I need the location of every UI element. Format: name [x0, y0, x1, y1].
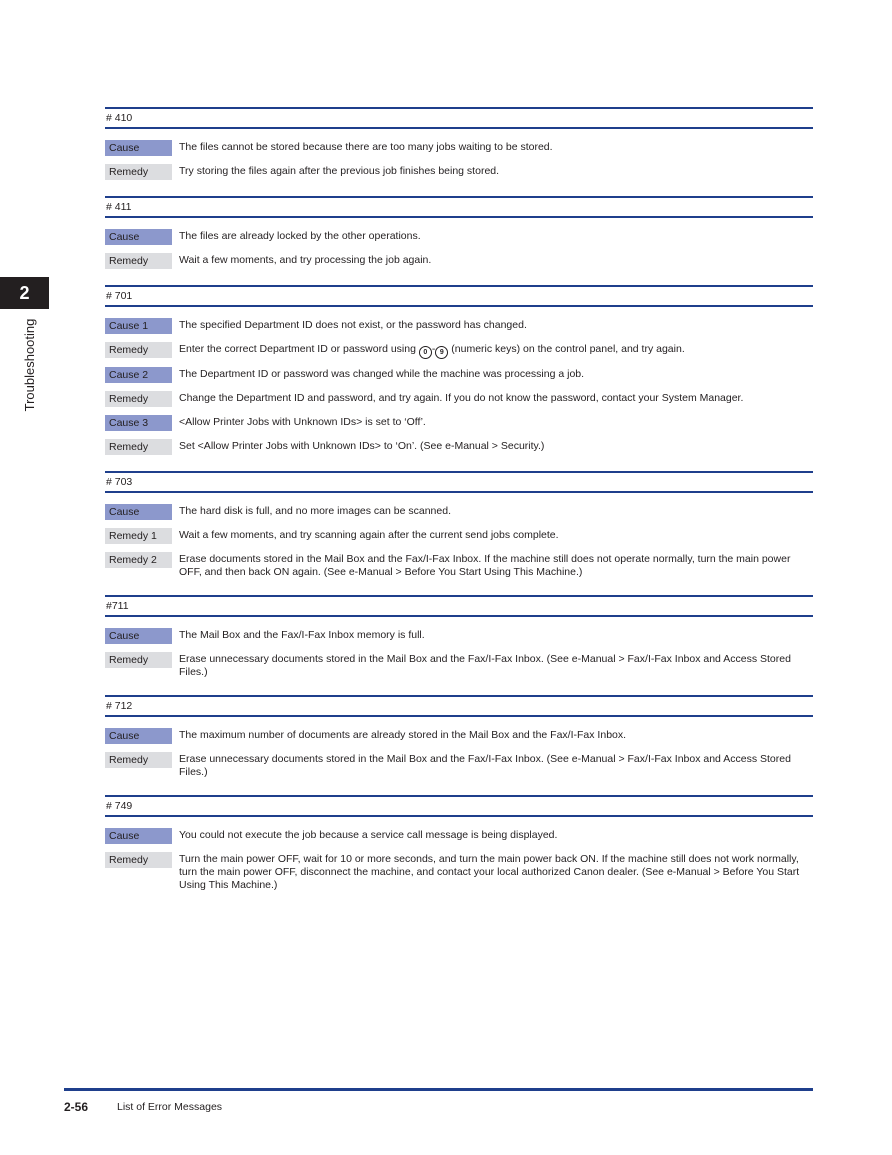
chapter-tab: 2 — [0, 277, 49, 309]
page-number: 2-56 — [64, 1100, 89, 1114]
cause-label: Cause — [105, 828, 172, 844]
cause-label: Cause — [105, 140, 172, 156]
error-section — [105, 285, 813, 455]
cause-text: The Department ID or password was changed while the machine was processing a job. — [179, 368, 585, 380]
remedy-text: Wait a few moments, and try processing the job again. — [179, 254, 432, 266]
remedy-label: Remedy — [105, 391, 172, 407]
remedy-text: Erase unnecessary documents stored in the Mail Box and the Fax/I-Fax Inbox. (See e-Manual > Fax/I-Fax Inbox and Access Stored Files.) — [179, 653, 791, 678]
error-row — [105, 164, 813, 180]
cause-text: The maximum number of documents are already stored in the Mail Box and the Fax/I-Fax Inbox. — [179, 729, 627, 741]
error-section — [105, 107, 813, 180]
cause-text: You could not execute the job because a service call message is being displayed. — [179, 829, 558, 841]
error-row — [105, 728, 813, 744]
cause-label: Cause — [105, 728, 172, 744]
error-row — [105, 342, 813, 359]
error-row — [105, 229, 813, 245]
remedy-text-start: Enter the correct Department ID or password using — [179, 343, 419, 355]
remedy-label: Remedy — [105, 752, 172, 768]
cause-label: Cause — [105, 628, 172, 644]
error-row — [105, 504, 813, 520]
remedy-label: Remedy — [105, 652, 172, 668]
cause-label: Cause 2 — [105, 367, 172, 383]
footer-rule — [64, 1088, 813, 1091]
cause-text: The specified Department ID does not exist, or the password has changed. — [179, 319, 527, 331]
error-row — [105, 828, 813, 844]
key-range-separator: - — [431, 343, 436, 355]
remedy-label: Remedy — [105, 342, 172, 358]
numeric-key-0-icon: 0 — [419, 346, 432, 359]
cause-label: Cause 3 — [105, 415, 172, 431]
error-row — [105, 628, 813, 644]
remedy-label: Remedy 1 — [105, 528, 172, 544]
cause-text: The hard disk is full, and no more images can be scanned. — [179, 505, 451, 517]
error-section — [105, 471, 813, 579]
error-code-heading: # 703 — [105, 471, 813, 493]
cause-text: The files cannot be stored because there are too many jobs waiting to be stored. — [179, 141, 553, 153]
error-code-heading: # 749 — [105, 795, 813, 817]
error-row — [105, 652, 813, 679]
remedy-text: Erase unnecessary documents stored in the Mail Box and the Fax/I-Fax Inbox. (See e-Manual > Fax/I-Fax Inbox and Access Stored Files.) — [179, 753, 791, 778]
error-row — [105, 140, 813, 156]
cause-label: Cause — [105, 504, 172, 520]
error-row — [105, 318, 813, 334]
footer-title: List of Error Messages — [117, 1101, 223, 1113]
remedy-text: Erase documents stored in the Mail Box and the Fax/I-Fax Inbox. If the machine still does not operate normally, turn the main power OFF, and then back ON again. (See e-Manual > Before You Start Using This Machine.) — [179, 553, 791, 578]
error-row — [105, 253, 813, 269]
remedy-label: Remedy — [105, 253, 172, 269]
error-row — [105, 552, 813, 579]
remedy-text: Set <Allow Printer Jobs with Unknown IDs> to ‘On’. (See e-Manual > Security.) — [179, 440, 545, 452]
error-row — [105, 391, 813, 407]
error-row — [105, 852, 813, 892]
error-section — [105, 595, 813, 679]
error-row — [105, 367, 813, 383]
error-code-heading: # 410 — [105, 107, 813, 129]
error-row — [105, 439, 813, 455]
error-row — [105, 528, 813, 544]
error-code-heading: # 411 — [105, 196, 813, 218]
cause-text: The files are already locked by the other operations. — [179, 230, 421, 242]
remedy-label: Remedy — [105, 439, 172, 455]
cause-label: Cause 1 — [105, 318, 172, 334]
error-section — [105, 795, 813, 892]
error-code-heading: # 701 — [105, 285, 813, 307]
remedy-text: Wait a few moments, and try scanning again after the current send jobs complete. — [179, 529, 559, 541]
remedy-text: Change the Department ID and password, and try again. If you do not know the password, contact your System Manager. — [179, 392, 744, 404]
cause-text: <Allow Printer Jobs with Unknown IDs> is set to ‘Off’. — [179, 416, 426, 428]
remedy-label: Remedy — [105, 164, 172, 180]
numeric-key-9-icon: 9 — [435, 346, 448, 359]
remedy-text — [179, 342, 813, 359]
error-code-heading: #711 — [105, 595, 813, 617]
remedy-label: Remedy — [105, 852, 172, 868]
error-section — [105, 695, 813, 779]
remedy-text-end: (numeric keys) on the control panel, and try again. — [448, 343, 685, 355]
chapter-name: Troubleshooting — [22, 318, 37, 412]
remedy-text: Turn the main power OFF, wait for 10 or more seconds, and turn the main power back ON. If the machine still does not work normally, turn the main power OFF, disconnect the machine, and contact your local authorized Canon dealer. (See e-Manual > Before You Start Using This Machine.) — [179, 853, 800, 891]
remedy-label: Remedy 2 — [105, 552, 172, 568]
error-row — [105, 752, 813, 779]
cause-label: Cause — [105, 229, 172, 245]
cause-text: The Mail Box and the Fax/I-Fax Inbox memory is full. — [179, 629, 425, 641]
error-section — [105, 196, 813, 269]
error-row — [105, 415, 813, 431]
error-code-heading: # 712 — [105, 695, 813, 717]
error-message-list — [105, 107, 813, 908]
remedy-text: Try storing the files again after the previous job finishes being stored. — [179, 165, 500, 177]
